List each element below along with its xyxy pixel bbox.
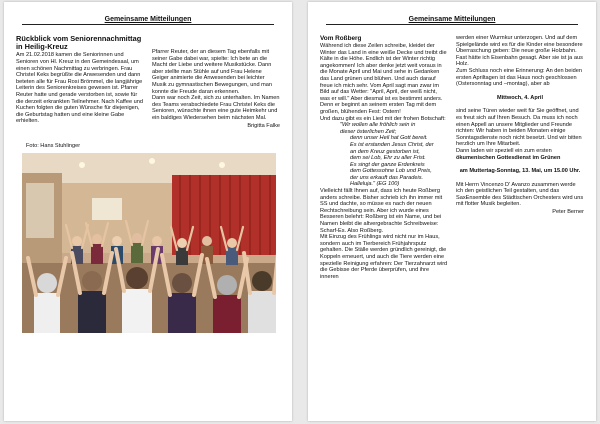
poem-line: Es singt der ganze Erdenkreis: [350, 161, 425, 168]
author-signature: Brigitta Falke: [247, 122, 280, 129]
right-column-1: [320, 35, 448, 280]
photo-caption: Foto: Hans Stuhlinger: [26, 143, 81, 150]
page-header: Gemeinsame Mitteilungen: [22, 16, 274, 25]
poem-line: dieser österlichen Zeit;: [340, 128, 397, 135]
poem-line: dem sei Lob, Ehr zu aller Frist.: [350, 155, 426, 162]
article-text-continued: Pfarrer Reuter, der an diesem Tag ebenfalls mit seiner Gabe dabei war, spielte: Ich bete an die Macht der Liebe und weitere Musikstücke. Dann aber stellte man Stühle auf und Frau Helene Geiger animierte die Anwesenden bei leichter Musik zu gymnastischen Bewegungen, und man konnte die Freude daran erkennen. Dann war noch Zeit, sich zu unterhalten. Im Namen des Teams verabschiedete Frau Christel Keks die Senioren, wünschte ihnen eine gute Heimkehr und ein baldiges Wiedersehen beim nächsten Mal.: [152, 49, 280, 121]
page-header: Gemeinsame Mitteilungen: [326, 16, 578, 25]
poem-line: Es ist erstanden Jesus Christ, der: [350, 141, 434, 148]
article-closing: Mit Herrn Vincenzo D' Avanzo zusammen werde ich den geistlichen Teil gestalten, und das SaxEnsemble des Städtischen Orchesters wird uns mit flotter Musik begleiten.: [456, 181, 584, 208]
left-column-1: [16, 35, 144, 129]
article-appeal: sind seine Türen wieder weit für Sie geöffnet, und es freut sich auf Ihren Besuch. Da muss ich noch einen Appell an unsere Mitglieder und Freunde richten: Wir haben in beiden Monaten einige Sonntagsdienste noch nicht besetzt. Und wir bitten herzlich um Ihre Mitarbeit. Dann laden wir speziell ein zum ersten: [456, 108, 582, 154]
right-columns: [320, 35, 584, 280]
easter-poem: [320, 122, 448, 188]
left-columns: [16, 35, 280, 129]
article-continued: werden einer Wurmkur unterzogen. Und auf dem Spielgelände wird es für die Kinder eine besondere Überraschung geben: Die neue große Holzbahn. Fast hätte ich Eisenbahn gesagt. Aber sie ist ja aus Holz. Zum Schluss noch eine Erinnerung: An den beiden ersten Apriltagen ist das Haus noch geschlossen (Ostersonntag und –montag), aber ab: [456, 35, 583, 88]
left-page: [4, 2, 292, 421]
poem-line: "Wir wollen alle fröhlich sein in: [340, 122, 416, 129]
article-title: Rückblick vom Seniorennachmittag in Heilig-Kreuz: [16, 34, 142, 52]
article-title: Vom Roßberg: [320, 35, 362, 42]
right-column-2: [456, 35, 584, 280]
ecumenical-service: ökumenischen Gottesdienst im Grünen: [456, 154, 561, 161]
author-signature: Peter Berner: [552, 209, 584, 216]
article-intro: Während ich diese Zeilen schreibe, kleidet der Winter das Land in eine weiße Decke und treibt die Kälte in die Höhe. Endlich ist der Winter richtig angekommen! Ich aber denke jetzt weit voraus in die Monate April und Mai und sehe in Gedanken das Land grünen und blühen. Und auch darauf freue ich mich sehr. Vom April sagt man zwar im Bild auf das Wetter: "April, April, der weiß nicht, was er will." Aber diesmal ist es bestimmt anders. Denn er beginnt an seinem ersten Tag mit dem großen, blühenden Fest: Ostern! Und dazu gibt es ein Lied mit der frohen Botschaft:: [320, 43, 447, 122]
senior-gymnastics-photo: [22, 153, 276, 333]
poem-line: denn unser Heil hat Gott bereit.: [350, 135, 428, 142]
service-date: am Muttertag-Sonntag, 13. Mai, um 15.00 Uhr.: [459, 168, 581, 175]
left-column-2: [152, 35, 280, 129]
poem-line: der uns erkauft das Paradeis.: [350, 174, 424, 181]
poem-line: an dem Kreuz gestorben ist,: [350, 148, 420, 155]
reopening-date: Mittwoch, 4. April: [496, 94, 544, 101]
poem-line: Halleluja." (EG 100): [350, 181, 400, 188]
poem-line: dem Gottessohne Lob und Preis,: [350, 168, 432, 175]
article-body: Vielleicht fällt Ihnen auf, dass ich heute Roßberg anders schreibe. Bisher schrieb ich ihn immer mit SS und dachte, so müsse es nach der neuen Rechtschreibung sein. Aber ich wurde eines Besseren belehrt: Roßberg ist ein Name, und bei Namen bleibt die altvergebrachte Schreibweise: Scharf-Es. Also Roßberg. Mit Einzug des Frühlings wird nicht nur im Haus, sondern auch im Tierbereich Frühjahrsputz gehalten. Die Ställe werden gründlich gereinigt, die Koppeln erneuert, und auch die Tiere werden eine spezielle Reinigung erfahren: Der Tierzahnarzt wird die Gebisse der Pferde überprüfen, und ihre inneren: [320, 188, 448, 280]
right-page: [308, 2, 596, 421]
article-text: Am 21.02.2018 kamen die Seniorinnen und Senioren von Hl. Kreuz in den Gemeindesaal, um einen schönen Nachmittag zu verbringen. Frau Christel Keks begrüßte die Anwesenden und dann beteten alle für Frau Rosi Brömmel, die langjährige Leiterin des Seniorenkreises gewesen ist. Pfarrer Reuter hatte und gerade verstorben ist, sowie für die derzeit erkrankten Teilnehmer. Nach Kaffee und Kuchen folgten die guten Wünsche für diejenigen, die Geburtstag hatten und eine kleine Gabe erhielten.: [16, 52, 143, 125]
